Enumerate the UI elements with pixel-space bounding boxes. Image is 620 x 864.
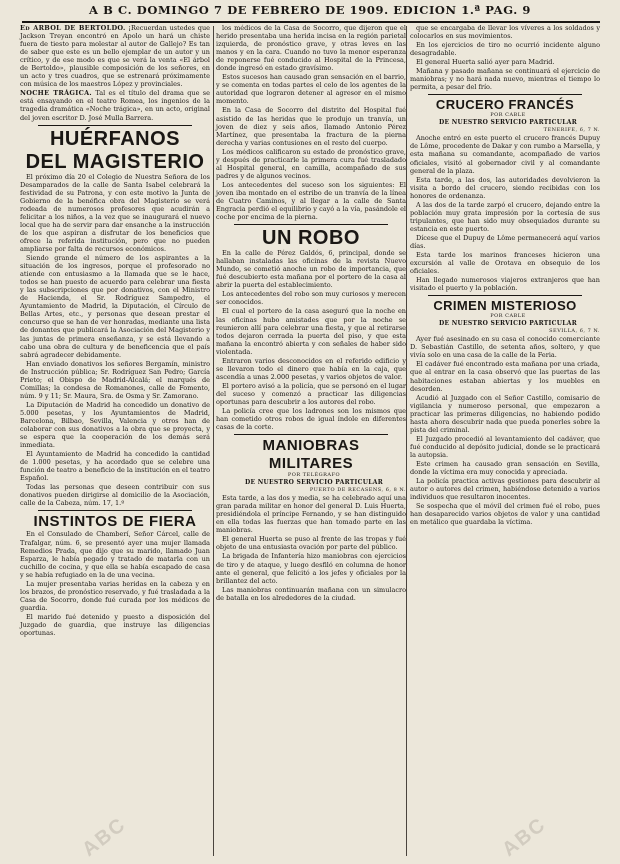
dateline: PUERTO DE RECASENS, 6, 8 N. [309,487,406,494]
separator [234,224,388,225]
paragraph: Entraron varios desconocidos en el referido edificio y se llevaron todo el dinero que había en la caja, que ascendía a unas 2.000 pesetas, y varios objetos de valor. [216,356,406,381]
paragraph: El Ayuntamiento de Madrid ha concedido la cantidad de 1.000 pesetas, y ha acordado que se celebre una función de teatro a beneficio de la institución en el teatro Español. [20,450,210,483]
paragraph: El cual el portero de la casa aseguró que la noche en las oficinas hubo amistades que por la noche se reunieron allí para celebrar una fiesta, y que al retirarse todos dejaron cerrada la puerta del piso, y que esta mañana la encontró abierta y con señales de haber sido violentada. [216,307,406,356]
separator [234,434,388,435]
masthead: A B C. DOMINGO 7 DE FEBRERO DE 1909. EDICION 1.ª PAG. 9 [88,3,532,17]
masthead-rule [22,21,600,23]
headline-un-robo: UN ROBO [262,227,360,250]
paragraph: Ayer fué asesinado en su casa el conocido comerciante D. Sebastián Castillo, de setenta años, soltero, y que vivía solo en una casa de la calle de la Feria. [410,335,600,360]
paragraph: Esta tarde, a las dos, las autoridades devolvieron la visita a bordo del crucero, siendo recibidas con los honores de ordenanza. [410,175,600,200]
separator [428,94,582,95]
article-arbol [20,24,210,88]
paragraph: La brigada de Infantería hizo maniobras con ejercicios de tiro y de ataque, y luego desfiló en columna de honor ante el general, que felicitó a los jefes y oficiales por la brillantez del acto. [216,552,406,585]
paragraph: El portero avisó a la policía, que se personó en el lugar del suceso y comenzó a practicar las diligencias oportunas para descubrir a los autores del robo. [216,381,406,406]
paragraph: La mujer presentaba varias heridas en la cabeza y en los brazos, de pronóstico reservado, y fué trasladada a la Casa de Socorro, donde fué curada por los médicos de guardia. [20,579,210,612]
paragraph: En la Casa de Socorro del distrito del Hospital fué asistido de las heridas que le produjo un tranvía, un joven de diez y seis años, llamado Antonio Pérez Martínez, que presentaba la fractura de la pierna derecha y varias contusiones en el resto del cuerpo. [216,106,406,147]
paragraph: Todas las personas que deseen contribuir con sus donativos pueden dirigirse al domicilio de la Asociación, calle de la Cabeza, núm. 17, 1.º [20,483,210,508]
paragraph: El general Huerta se puso al frente de las tropas y fué objeto de una entusiasta ovación por parte del público. [216,535,406,552]
paragraph: Han enviado donativos los señores Bergamín, ministro de Instrucción pública; Sr. Rodríguez San Pedro; García Prieto; el Obispo de Madrid-Alcalá; el marqués de Comillas; la condesa de Romanones, calle de Fomento, núm. 9 y 11; Sr. Maura, Sra. de Osma y Sr. Zamorano. [20,359,210,400]
paragraph: El cadáver fué encontrado esta mañana por una criada, que al entrar en la casa observó que las puertas de las habitaciones estaban abiertas y los muebles en desorden. [410,360,600,393]
paragraph: Los médicos calificaron su estado de pronóstico grave, y después de practicarle la primera cura fué trasladado al Hospital general, en camilla, acompañado de sus padres y de algunos vecinos. [216,147,406,180]
separator [38,125,192,126]
article-noche [20,89,210,121]
headline-instintos: INSTINTOS DE FIERA [33,513,197,531]
run-in-heading: NOCHE TRÁGICA. [20,89,92,98]
paragraph: Los antecedentes del suceso son los siguientes: El joven iba montado en el estribo de un tranvía de la línea de Cuatro Caminos, y al llegar a la calle de Santa Engracia perdió el equilibrio y cayó a la vía, pasándole el coche por encima de la pierna. [216,180,406,222]
headline-militares: MILITARES [268,455,354,473]
paragraph: los médicos de la Casa de Socorro, que dijeron que el herido presentaba una herida incisa en la región parietal izquierda, de pronóstico grave, y otras leves en las manos y en la cara. Cuando no tuvo la menor esperanza de reponerse fué conducido al Hospital de la Princesa, donde ingresó en estado gravísimo. [216,24,406,73]
headline-maniobras: MANIOBRAS [262,437,360,455]
paragraph: Esta tarde, a las dos y media, se ha celebrado aquí una gran parada militar en honor del general D. Luis Huerta, presidiéndola el príncipe Fernando, y se han distinguido en ella todas las fuerzas que han tomado parte en las maniobras. [216,494,406,535]
byline-service: DE NUESTRO SERVICIO PARTICULAR [244,479,384,487]
paragraph: En la calle de Pérez Galdós, 6, principal, donde se hallaban instaladas las oficinas de la revista Nuevo Mundo, se cometió anoche un robo de importancia, que fué descubierto esta mañana por el portero de la casa al abrir la puerta del establecimiento. [216,249,406,290]
paragraph: Mañana y pasado mañana se continuará el ejercicio de maniobras; y no hará nada nuevo, mientras el tiempo lo permita, a pesar del frío. [410,67,600,92]
watermark: ABC [498,813,551,861]
paragraph: La policía cree que los ladrones son los mismos que han cometido otros robos de igual índole en diferentes casas de la corte. [216,407,406,432]
paragraph: Se sospecha que el móvil del crimen fué el robo, pues han desaparecido varios objetos de valor y una cantidad en metálico que guardaba la víctima. [410,502,600,527]
headline-crimen: CRIMEN MISTERIOSO [433,298,577,314]
paragraph: Este crimen ha causado gran sensación en Sevilla, donde la víctima era muy conocida y apreciada. [410,459,600,477]
paragraph: Anoche entró en este puerto el crucero francés Dupuy de Lôme, procedente de Dakar y con rumbo a Marsella, y esta mañana su comandante, acompañado de varios oficiales, visitó al gobernador civil y al comandante general de la plaza. [410,134,600,175]
paragraph: La Diputación de Madrid ha concedido un donativo de 5.000 pesetas, y los Ayuntamientos de Madrid, Barcelona, Bilbao, Sevilla, Valencia y otros han de colaborar con sus donativos a la obra que se proyecta, y se espera que la cooperación de los demás será inmediata. [20,400,210,450]
run-in-heading: Ed ARBOL DE BERTOLDO. [20,24,126,32]
paragraph: El Juzgado procedió al levantamiento del cadáver, que fué conducido al depósito judicial, donde se le practicará la autopsia. [410,434,600,459]
column-3 [410,24,600,527]
paragraph: Estos sucesos han causado gran sensación en el barrio, y se comenta en todas partes el celo de los agentes de la autoridad que lograron detener al agresor en el mismo momento. [216,73,406,106]
paragraph: El próximo día 20 el Colegio de Nuestra Señora de los Desamparados de la calle de Santa Isabel celebrará la festividad de su Patrona, y con este motivo la Junta de Gobierno de la benéfica obra del Magisterio se verá rodeada de numerosos profesores que acudirán a felicitar a los niños, a la vez que se inaugurará el nuevo local que ha de servir para dar ensanche a la instrucción de los que aspiran a disfrutar de los beneficios que ofrece la referida institución, pero que no pueden ampliarse por falta de recursos económicos. [20,172,210,253]
dateline: TENERIFE, 6, 7 N. [543,127,600,134]
paragraph: A las dos de la tarde zarpó el crucero, dejando entre la población muy grata impresión por la cortesía de sus tripulantes, que han sido muy obsequiados durante su estancia en este puerto. [410,200,600,233]
byline-service: DE NUESTRO SERVICIO PARTICULAR [438,119,578,127]
headline-huerfanos: HUÉRFANOS [49,127,181,150]
paragraph: La policía practica activas gestiones para descubrir al autor o autores del crimen, habiéndose detenido a varios individuos que resultaron inocentes. [410,477,600,502]
paragraph: Siendo grande el número de los aspirantes a la situación de los ingresos, porque el profesorado no atiende con entusiasmo a la llamada que se le hace, todos se han puesto de acuerdo para celebrar una fiesta y las subscripciones que por donativos, con el Ministro de Hacienda, el Sr. Rodríguez Sampedro, el Ayuntamiento de Madrid, la Diputación, el Círculo de Bellas Artes, etc., y personas que desean prestar el concurso que se han de ver honradas, mediante una lista de donantes que publicará la Asociación del Magisterio y las juntas de primera enseñanza, y se está llevando a cabo una obra de cultura y de beneficencia que el país sabrá agradecer debidamente. [20,254,210,359]
paragraph: En los ejercicios de tiro no ocurrió incidente alguno desagradable. [410,41,600,58]
separator [428,295,582,296]
paragraph: Esta tarde los marinos franceses hicieron una excursión al valle de Orotava en obsequio de los oficiales. [410,251,600,276]
headline-crucero: CRUCERO FRANCÉS [435,97,575,113]
byline-service: DE NUESTRO SERVICIO PARTICULAR [438,320,578,328]
byline-source: POR TELÉGRAFO [287,472,341,479]
paragraph: que se encargaba de llevar los víveres a los soldados y colocarlos en sus movimientos. [410,24,600,41]
paragraph: Dícese que el Dupuy de Lôme permanecerá aquí varios días. [410,233,600,250]
article-text: ¡Recuerdan ustedes que Jackson Treyan encontró en Apolo un hará un chiste fuera de tiesto para molestar al autor de Gallejo? Es tan de saber que este es un bello ejemplar de un autor y un crítico, y de ese modo es que se verá la venta «El árbol de Bertoldo», plausible composición de los señores, en un acto y tres cuadros, que se estrenará próximamente con música de los maestros López y provinciales. [20,24,210,89]
paragraph: El marido fué detenido y puesto a disposición del Juzgado de guardia, que instruye las diligencias oportunas. [20,612,210,638]
dateline: SEVILLA, 6, 7 N. [549,328,600,335]
watermark: ABC [78,813,131,861]
byline-source: POR CABLE [490,313,526,320]
paragraph: Han llegado numerosos viajeros extranjeros que han visitado el puerto y la población. [410,276,600,293]
paragraph: Acudió al Juzgado con el Señor Castillo, comisario de vigilancia y numeroso personal, que empezaron a practicar las primeras diligencias, no habiendo podido hasta ahora descubrir nada que pueda ponerles sobre la pista del criminal. [410,393,600,434]
column-rule-2 [406,26,407,856]
paragraph: Las maniobras continuarán mañana con un simulacro de batalla en los alrededores de la ciudad. [216,585,406,602]
byline-source: POR CABLE [490,112,526,119]
paragraph: En el Consulado de Chamberí, Señor Cárcel, calle de Trafalgar, núm. 6, se presentó ayer una mujer llamada Remedios Prada, que dijo que su marido, llamado Juan Esparza, le había pegado y tratado de matarla con un cuchillo de cocina, y que ella se había escapado de casa y se había refugiado en la de una vecina. [20,530,210,579]
separator [38,510,192,511]
column-1 [20,24,210,638]
article-text: Tal es el título del drama que se está ensayando en el teatro Romea, los ingenios de la tragedia dramática «Noche trágica», en un acto, original del joven escritor D. José Mulla Barrera. [20,89,210,122]
headline-magisterio: DEL MAGISTERIO [25,150,205,173]
paragraph: El general Huerta salió ayer para Madrid. [416,58,555,67]
column-2 [216,24,406,603]
paragraph: Los antecedentes del robo son muy curiosos y merecen ser conocidos. [216,290,406,307]
column-rule-1 [213,26,214,856]
